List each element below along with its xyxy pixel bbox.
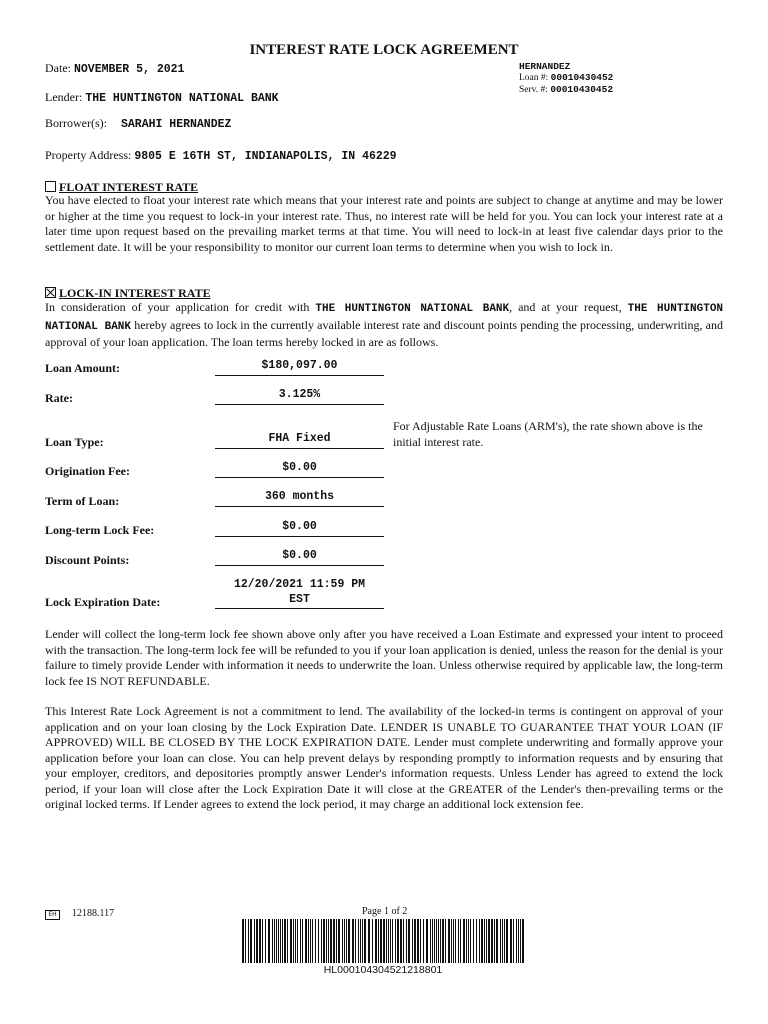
barcode-bar xyxy=(386,919,387,963)
barcode-bar xyxy=(496,919,498,963)
barcode xyxy=(238,919,528,965)
date-label: Date: xyxy=(45,61,71,75)
barcode-bar xyxy=(406,919,407,963)
barcode-bar xyxy=(295,919,296,963)
barcode-bar xyxy=(256,919,258,963)
barcode-bar xyxy=(278,919,279,963)
barcode-bar xyxy=(276,919,277,963)
loan-number-row xyxy=(519,72,613,84)
float-rate-checkbox[interactable] xyxy=(45,181,56,192)
barcode-bar xyxy=(476,919,477,963)
barcode-bar xyxy=(323,919,325,963)
barcode-bar xyxy=(494,919,495,963)
barcode-bar xyxy=(272,919,273,963)
barcode-bar xyxy=(440,919,441,963)
barcode-bar xyxy=(250,919,252,963)
barcode-bar xyxy=(395,919,396,963)
barcode-bar xyxy=(338,919,340,963)
discount-points-label: Discount Points: xyxy=(45,553,130,567)
barcode-bar xyxy=(364,919,366,963)
barcode-bar xyxy=(445,919,446,963)
lock-text-part3: hereby agrees to lock in the currently available interest rate and discount points pending the processing, underwriting, and approval of your loan application. The loan terms hereby locked in are as follows. xyxy=(45,317,723,349)
loan-type-value: FHA Fixed xyxy=(215,431,384,449)
borrower-value: SARAHI HERNANDEZ xyxy=(120,118,232,131)
barcode-bar xyxy=(453,919,454,963)
barcode-bar xyxy=(293,919,294,963)
lender-value: THE HUNTINGTON NATIONAL BANK xyxy=(85,92,279,105)
barcode-bar xyxy=(417,919,419,963)
barcode-bar xyxy=(312,919,313,963)
origination-fee-label: Origination Fee: xyxy=(45,464,130,478)
barcode-bar xyxy=(268,919,270,963)
barcode-bar xyxy=(305,919,307,963)
barcode-bar xyxy=(436,919,437,963)
barcode-bar xyxy=(383,919,385,963)
barcode-bar xyxy=(481,919,483,963)
barcode-bar xyxy=(378,919,379,963)
lock-in-rate-heading-label: LOCK-IN INTEREST RATE xyxy=(59,286,211,300)
barcode-bar xyxy=(506,919,508,963)
barcode-bar xyxy=(368,919,370,963)
barcode-bar xyxy=(380,919,382,963)
form-number: 12188.117 xyxy=(72,908,115,919)
lock-in-rate-heading xyxy=(45,286,211,301)
barcode-bar xyxy=(245,919,246,963)
serv-number-label: Serv. #: xyxy=(519,85,548,95)
barcode-bar xyxy=(458,919,459,963)
barcode-bar xyxy=(274,919,275,963)
barcode-bar xyxy=(463,919,465,963)
barcode-bar xyxy=(390,919,391,963)
barcode-bar xyxy=(414,919,416,963)
barcode-bar xyxy=(423,919,424,963)
barcode-bar xyxy=(448,919,450,963)
barcode-bar xyxy=(300,919,301,963)
discount-points-value: $0.00 xyxy=(215,548,384,566)
barcode-bar xyxy=(302,919,303,963)
lock-text-part2: , and at your request, xyxy=(509,300,622,314)
barcode-bar xyxy=(297,919,298,963)
barcode-bar xyxy=(344,919,345,963)
loan-number-label: Loan #: xyxy=(519,73,549,83)
barcode-bar xyxy=(321,919,322,963)
term-of-loan-label: Term of Loan: xyxy=(45,494,120,508)
lock-expiration-value: 12/20/2021 11:59 PM EST xyxy=(233,578,366,606)
barcode-bar xyxy=(442,919,444,963)
barcode-bar xyxy=(522,919,524,963)
arm-note: For Adjustable Rate Loans (ARM's), the rate shown above is the initial interest rate. xyxy=(393,419,703,449)
barcode-bar xyxy=(348,919,350,963)
barcode-bar xyxy=(412,919,413,963)
barcode-bar xyxy=(355,919,356,963)
property-address-label: Property Address: xyxy=(45,148,132,162)
barcode-bar xyxy=(430,919,431,963)
rate-label: Rate: xyxy=(45,391,73,405)
barcode-bar xyxy=(504,919,505,963)
barcode-bar xyxy=(254,919,255,963)
barcode-bar xyxy=(342,919,343,963)
barcode-bar xyxy=(346,919,347,963)
borrower-field xyxy=(45,116,231,131)
barcode-bar xyxy=(333,919,335,963)
barcode-bar xyxy=(352,919,354,963)
lender-field xyxy=(45,90,279,105)
barcode-bar xyxy=(455,919,456,963)
barcode-bar xyxy=(479,919,480,963)
commitment-paragraph: This Interest Rate Lock Agreement is not a commitment to lend. The availability of the locked-in terms is contingent on approval of your application and on your loan closing by the Lock Expiration Date. LENDER IS UNABLE TO GUARANTEE THAT YOUR LOAN (IF APPROVED) WILL BE CLOSED BY THE LOCK EXPIRATION DATE. Lender must complete underwriting and formally approve your application before your loan can close. You can help prevent delays by responding promptly to information requests and by ensuring that your employer, creditors, and depositories promptly answer Lender's information requests. Unless Lender has agreed to extend the lock period, if your loan will close after the Lock Expiration Date it will close at the GREATER of the Lender's then-prevailing terms or the original locked terms. If Lender agrees to extend the lock period, it may charge an additional lock extension fee. xyxy=(45,704,723,811)
barcode-bar xyxy=(466,919,467,963)
barcode-text: HL000104304521218801 xyxy=(323,964,443,976)
document-title: INTEREST RATE LOCK AGREEMENT xyxy=(249,42,519,58)
rate-value: 3.125% xyxy=(215,387,384,405)
equal-housing-icon: EH xyxy=(45,910,60,920)
lock-expiration-underline xyxy=(215,608,384,609)
barcode-bar xyxy=(434,919,435,963)
lock-bank-name-1: THE HUNTINGTON NATIONAL BANK xyxy=(315,303,510,315)
barcode-bar xyxy=(284,919,286,963)
property-address-field xyxy=(45,148,397,163)
barcode-bar xyxy=(397,919,399,963)
barcode-bar xyxy=(473,919,474,963)
barcode-bar xyxy=(375,919,377,963)
lock-fee-label: Long-term Lock Fee: xyxy=(45,523,155,537)
serv-number-value: 00010430452 xyxy=(550,84,614,95)
barcode-bar xyxy=(328,919,329,963)
barcode-bar xyxy=(468,919,469,963)
barcode-bar xyxy=(362,919,363,963)
barcode-bar xyxy=(336,919,337,963)
barcode-bar xyxy=(242,919,244,963)
barcode-bar xyxy=(488,919,490,963)
barcode-bar xyxy=(265,919,266,963)
barcode-bar xyxy=(484,919,485,963)
barcode-bar xyxy=(400,919,402,963)
lock-in-rate-checkbox[interactable] xyxy=(45,287,56,298)
borrower-last-name: HERNANDEZ xyxy=(519,61,571,72)
lock-bank-name-2: THE HUNTINGTON NATIONAL BANK xyxy=(45,303,724,333)
barcode-bar xyxy=(358,919,359,963)
barcode-bar xyxy=(318,919,319,963)
barcode-bar xyxy=(451,919,452,963)
page-number: Page 1 of 2 xyxy=(362,906,408,917)
barcode-bar xyxy=(360,919,361,963)
barcode-bar xyxy=(372,919,373,963)
barcode-bar xyxy=(513,919,514,963)
form-footer xyxy=(45,908,114,920)
property-address-value: 9805 E 16TH ST, INDIANAPOLIS, IN 46229 xyxy=(134,150,397,163)
barcode-bar xyxy=(259,919,261,963)
barcode-bar xyxy=(315,919,316,963)
barcode-bar xyxy=(287,919,288,963)
lender-label: Lender: xyxy=(45,90,83,104)
barcode-bar xyxy=(290,919,292,963)
barcode-bar xyxy=(491,919,493,963)
barcode-bar xyxy=(282,919,283,963)
lock-text-part1: In consideration of your application for credit with xyxy=(45,300,310,314)
date-field xyxy=(45,61,184,76)
barcode-bar xyxy=(460,919,461,963)
barcode-bar xyxy=(486,919,487,963)
lock-expiration-label: Lock Expiration Date: xyxy=(45,595,161,609)
loan-number-value: 00010430452 xyxy=(550,72,614,83)
origination-fee-value: $0.00 xyxy=(215,460,384,478)
barcode-bar xyxy=(470,919,471,963)
barcode-bar xyxy=(403,919,404,963)
barcode-bar xyxy=(262,919,263,963)
lock-fee-paragraph: Lender will collect the long-term lock fee shown above only after you have received a Loan Estimate and expressed your intent to proceed with the transaction. The long-term lock fee will be refunded to you if your loan application is denied, unless the reason for the denial is your failure to timely provide Lender with information it needs to underwrite the loan. Unless otherwise required by applicable law, the long-term lock fee IS NOT REFUNDABLE. xyxy=(45,627,723,688)
barcode-bar xyxy=(520,919,521,963)
barcode-bar xyxy=(392,919,393,963)
date-value: NOVEMBER 5, 2021 xyxy=(74,63,185,76)
borrower-label: Borrower(s): xyxy=(45,116,107,130)
barcode-bar xyxy=(438,919,439,963)
barcode-bar xyxy=(388,919,389,963)
barcode-bar xyxy=(248,919,249,963)
barcode-bar xyxy=(326,919,327,963)
barcode-bar xyxy=(516,919,517,963)
serv-number-row xyxy=(519,84,613,96)
loan-amount-value: $180,097.00 xyxy=(215,358,384,376)
barcode-bar xyxy=(408,919,410,963)
float-rate-heading-label: FLOAT INTEREST RATE xyxy=(59,180,199,194)
barcode-bar xyxy=(510,919,512,963)
barcode-bar xyxy=(330,919,332,963)
lock-fee-value: $0.00 xyxy=(215,519,384,537)
barcode-bar xyxy=(502,919,503,963)
loan-reference-block xyxy=(519,61,613,96)
term-of-loan-value: 360 months xyxy=(215,489,384,507)
float-rate-text: You have elected to float your interest rate which means that your interest rate and points are subject to change at anytime and may be lower or higher at the time you request to lock-in your interest rate. Thus, no interest rate will be held for you. You can lock your interest rate at a later time upon request based on the prevailing market terms at that time. You will need to lock-in at least five calendar days prior to the settlement date. It will be your responsibility to monitor our current loan terms to determine when you wish to lock in. xyxy=(45,193,723,254)
barcode-bar xyxy=(426,919,428,963)
barcode-bar xyxy=(518,919,519,963)
loan-type-label: Loan Type: xyxy=(45,435,104,449)
barcode-bar xyxy=(280,919,281,963)
barcode-bar xyxy=(310,919,311,963)
barcode-bar xyxy=(500,919,501,963)
barcode-bar xyxy=(308,919,309,963)
barcode-bar xyxy=(432,919,433,963)
lock-in-rate-text xyxy=(45,300,723,351)
loan-amount-label: Loan Amount: xyxy=(45,361,121,375)
barcode-bar xyxy=(420,919,421,963)
